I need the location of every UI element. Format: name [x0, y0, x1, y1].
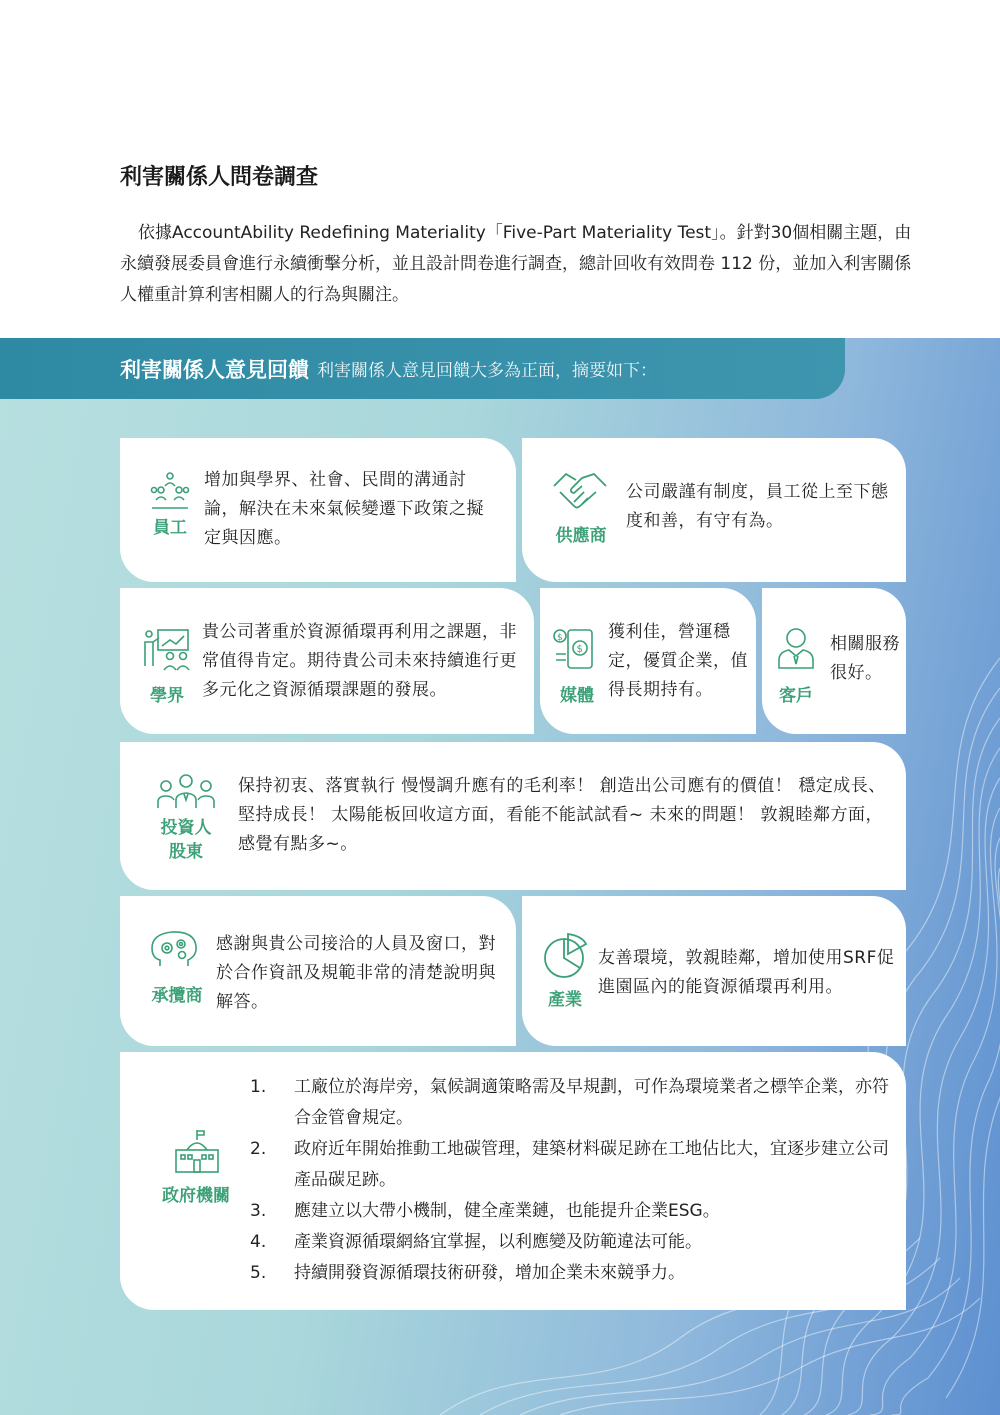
card-investor-label-line1: 投資人 [160, 818, 212, 838]
card-media-label: 媒體 [560, 686, 594, 706]
card-contractor-text: 感謝與貴公司接洽的人員及窗口，對於合作資訊及規範非常的清楚說明與解答。 [216, 934, 496, 1012]
businessman-icon [776, 626, 816, 670]
people-group-icon [150, 470, 190, 510]
svg-text:$: $ [557, 633, 563, 643]
card-investor [120, 742, 906, 890]
card-industry [522, 896, 906, 1046]
card-academia [120, 588, 534, 734]
list-item: 2. 政府近年開始推動工地碳管理，建築材料碳足跡在工地佔比大，宜逐步建立公司產品碳足跡。 [250, 1139, 889, 1190]
card-media-text: 獲利佳，營運穩定，優質企業，值得長期持有。 [608, 622, 748, 700]
section-title: 利害關係人問卷調查 [120, 165, 319, 190]
government-building-icon [172, 1128, 222, 1174]
brain-gears-icon [150, 930, 200, 970]
card-supplier-label: 供應商 [555, 526, 607, 546]
card-customer [762, 588, 906, 734]
card-supplier [522, 438, 906, 582]
card-contractor [120, 896, 516, 1046]
card-academia-label: 學界 [150, 686, 184, 706]
card-employee-label: 員工 [153, 518, 187, 538]
svg-text:$: $ [576, 644, 583, 655]
card-investor-label-line2: 股東 [169, 842, 203, 862]
card-industry-label: 產業 [548, 990, 582, 1010]
card-media [540, 588, 756, 734]
list-item: 4. 產業資源循環網絡宜掌握，以利應變及防範違法可能。 [250, 1232, 702, 1252]
card-contractor-label: 承攬商 [151, 986, 203, 1006]
card-employee-text: 增加與學界、社會、民間的溝通討論，解決在未來氣候變遷下政策之擬定與因應。 [204, 470, 484, 548]
handshake-icon [552, 468, 608, 514]
list-item: 1. 工廠位於海岸旁，氣候調適策略需及早規劃，可作為環境業者之標竿企業，亦符合金管會規定。 [250, 1077, 889, 1128]
card-government-label: 政府機關 [162, 1186, 230, 1206]
card-industry-text: 友善環境，敦親睦鄰，增加使用SRF促進園區內的能資源循環再利用。 [598, 948, 895, 997]
list-item: 3. 應建立以大帶小機制，健全產業鏈，也能提升企業ESG。 [250, 1201, 720, 1221]
banner-title: 利害關係人意見回饋 [120, 357, 309, 382]
card-investor-text: 保持初衷、落實執行 慢慢調升應有的毛利率！ 創造出公司應有的價值！ 穩定成長、堅持成長！ 太陽能板回收這方面，看能不能試試看~ 未來的問題！ 敦親睦鄰方面，感覺有點多~。 [238, 776, 886, 854]
feedback-banner [0, 338, 845, 399]
card-employee [120, 438, 516, 582]
list-item: 5. 持續開發資源循環技術研發，增加企業未來競爭力。 [250, 1263, 685, 1283]
mobile-money-icon [552, 626, 598, 672]
banner-subtitle: 利害關係人意見回饋大多為正面，摘要如下： [317, 361, 657, 381]
card-customer-label: 客戶 [779, 686, 813, 706]
card-supplier-text: 公司嚴謹有制度，員工從上至下態度和善，有守有為。 [626, 482, 889, 531]
government-feedback-list [250, 1072, 890, 1289]
investors-icon [156, 772, 216, 812]
card-customer-text: 相關服務很好。 [830, 634, 900, 683]
intro-paragraph: 依據AccountAbility Redefining Materiality「Five-Part Materiality Test」。針對30個相關主題，由永續發展委員會進行永續衝擊分析，並且設計問卷進行調查，總計回收有效問卷 112 份，並加入利害關係人權重計算利害相關人的行為與關注。 [120, 223, 912, 305]
pie-chart-icon [542, 930, 588, 980]
presentation-icon [142, 626, 192, 672]
card-academia-text: 貴公司著重於資源循環再利用之課題，非常值得肯定。期待貴公司未來持續進行更多元化之資源循環課題的發展。 [202, 622, 517, 700]
